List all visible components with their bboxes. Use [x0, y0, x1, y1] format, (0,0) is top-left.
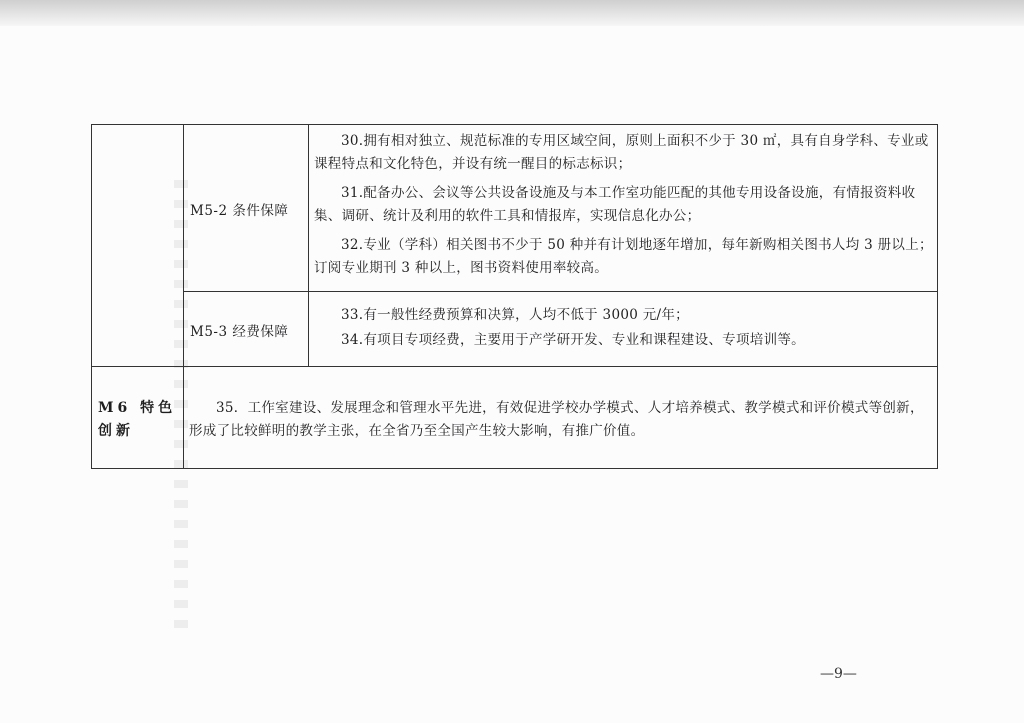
m5-3-content [314, 304, 934, 354]
m6-label: M6 特色创新 [98, 400, 177, 439]
table-divider [183, 291, 938, 292]
table-divider [183, 124, 184, 469]
item-33: 33.有一般性经费预算和决算，人均不低于 3000 元/年； [341, 307, 689, 323]
table-divider [308, 124, 309, 366]
item-32: 32.专业（学科）相关图书不少于 50 种并有计划地逐年增加，每年新购相关图书人均 3 册以上；订阅专业期刊 3 种以上，图书资料使用率较高。 [314, 237, 933, 276]
item-34: 34.有项目专项经费，主要用于产学研开发、专业和课程建设、专项培训等。 [341, 332, 805, 348]
m6-content [189, 397, 933, 449]
scan-edge [0, 0, 1024, 26]
item-31: 31.配备办公、会议等公共设备设施及与本工作室功能匹配的其他专用设备设施，有情报资料收集、调研、统计及利用的软件工具和情报库，实现信息化办公； [314, 185, 916, 224]
m5-2-content [314, 130, 934, 286]
item-35: 35．工作室建设、发展理念和管理水平先进，有效促进学校办学模式、人才培养模式、教学模式和评价模式等创新，形成了比较鲜明的教学主张，在全省乃至全国产生较大影响，有推广价值。 [189, 400, 924, 439]
m5-2-label: M5-2 条件保障 [190, 203, 289, 219]
m5-3-label: M5-3 经费保障 [190, 324, 289, 340]
page-number: —9— [820, 666, 857, 682]
table-divider [91, 366, 938, 367]
item-30: 30.拥有相对独立、规范标准的专用区域空间，原则上面积不少于 30 ㎡，具有自身学科、专业或课程特点和文化特色，并设有统一醒目的标志标识； [314, 133, 929, 172]
